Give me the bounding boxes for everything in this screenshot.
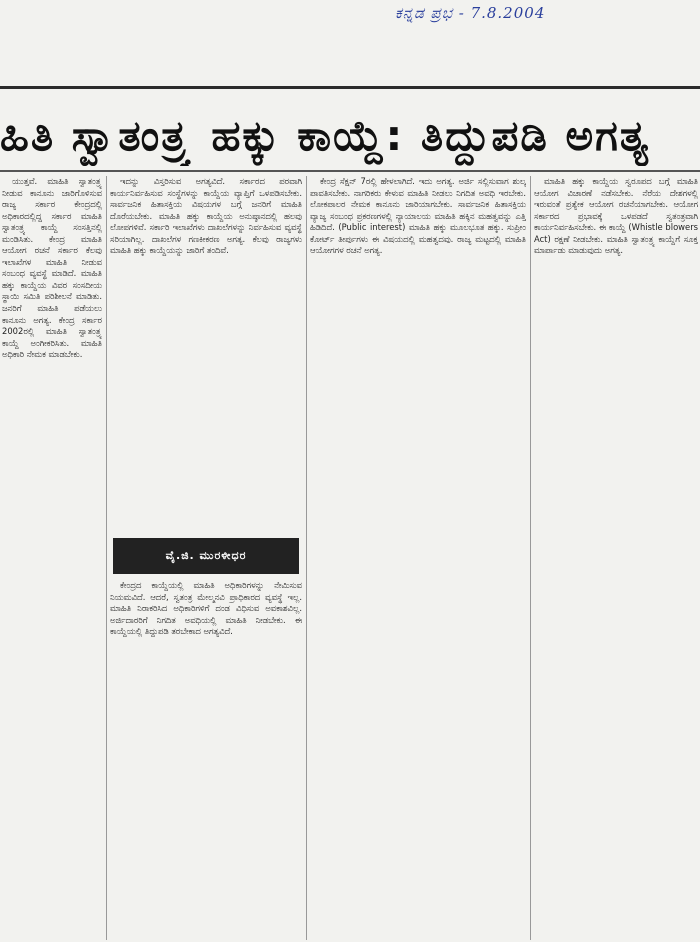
- article-column-2-top: [110, 176, 302, 536]
- headline: ಹಿತಿ ಸ್ವಾತಂತ್ರ್ಯ ಹಕ್ಕು ಕಾಯ್ದೆ: ತಿದ್ದುಪಡಿ ಅಗತ್ಯ: [0, 111, 650, 160]
- article-column-3: [310, 176, 526, 940]
- column-3-text: ಕೇಂದ್ರ ಸೆಕ್ಷನ್ 7ರಲ್ಲಿ ಹೇಳಲಾಗಿದೆ. ಇದು ಅಗತ್ಯ. ಅರ್ಜಿ ಸಲ್ಲಿಸುವಾಗ ಶುಲ್ಕ ಪಾವತಿಸಬೇಕು. ನಾಗರಿಕರು ಕೇಳುವ ಮಾಹಿತಿ ನೀಡಲು ನಿಗದಿತ ಅವಧಿ ಇರಬೇಕು. ಲೋಕಪಾಲರ ನೇಮಕ ಕಾನೂನು ಜಾರಿಯಾಗಬೇಕು. ಸಾರ್ವಜನಿಕ ಹಿತಾಸಕ್ತಿಯ ವ್ಯಾಜ್ಯ ಸಂಬಂಧ ಪ್ರಕರಣಗಳಲ್ಲಿ ನ್ಯಾಯಾಲಯ ಮಾಹಿತಿ ಹಕ್ಕಿನ ಮಹತ್ವವನ್ನು ಎತ್ತಿ ಹಿಡಿದಿದೆ. (Public interest) ಮಾಹಿತಿ ಹಕ್ಕು ಮೂಲಭೂತ ಹಕ್ಕು. ಸುಪ್ರೀಂ ಕೋರ್ಟ್ ತೀರ್ಪುಗಳು ಈ ವಿಷಯದಲ್ಲಿ ಮಹತ್ವದವು. ರಾಜ್ಯ ಮಟ್ಟದಲ್ಲಿ ಮಾಹಿತಿ ಆಯೋಗಗಳ ರಚನೆ ಅಗತ್ಯ.: [310, 176, 526, 256]
- column-2-top-text: ಇದನ್ನು ವಿಸ್ತರಿಸುವ ಅಗತ್ಯವಿದೆ. ಸರ್ಕಾರದ ಪರವಾಗಿ ಕಾರ್ಯನಿರ್ವಹಿಸುವ ಸಂಸ್ಥೆಗಳನ್ನು ಕಾಯ್ದೆಯ ವ್ಯಾಪ್ತಿಗೆ ಒಳಪಡಿಸಬೇಕು. ಸಾರ್ವಜನಿಕ ಹಿತಾಸಕ್ತಿಯ ವಿಷಯಗಳ ಬಗ್ಗೆ ಜನರಿಗೆ ಮಾಹಿತಿ ದೊರೆಯಬೇಕು. ಮಾಹಿತಿ ಹಕ್ಕು ಕಾಯ್ದೆಯ ಅನುಷ್ಠಾನದಲ್ಲಿ ಹಲವು ಲೋಪಗಳಿವೆ. ಸರ್ಕಾರಿ ಇಲಾಖೆಗಳು ದಾಖಲೆಗಳನ್ನು ನಿರ್ವಹಿಸುವ ವ್ಯವಸ್ಥೆ ಸರಿಯಾಗಿಲ್ಲ. ದಾಖಲೆಗಳ ಗಣಕೀಕರಣ ಅಗತ್ಯ. ಕೆಲವು ರಾಜ್ಯಗಳು ಮಾಹಿತಿ ಹಕ್ಕು ಕಾಯ್ದೆಯನ್ನು ಜಾರಿಗೆ ತಂದಿವೆ.: [110, 176, 302, 256]
- column-2-bottom-text: ಕೇಂದ್ರದ ಕಾಯ್ದೆಯಲ್ಲಿ ಮಾಹಿತಿ ಅಧಿಕಾರಿಗಳನ್ನು ನೇಮಿಸುವ ನಿಯಮವಿದೆ. ಆದರೆ, ಸ್ವತಂತ್ರ ಮೇಲ್ಮನವಿ ಪ್ರಾಧಿಕಾರದ ವ್ಯವಸ್ಥೆ ಇಲ್ಲ. ಮಾಹಿತಿ ನಿರಾಕರಿಸಿದ ಅಧಿಕಾರಿಗಳಿಗೆ ದಂಡ ವಿಧಿಸುವ ಅವಕಾಶವಿಲ್ಲ. ಅರ್ಜಿದಾರರಿಗೆ ನಿಗದಿತ ಅವಧಿಯಲ್ಲಿ ಮಾಹಿತಿ ನೀಡಬೇಕು. ಈ ಕಾಯ್ದೆಯಲ್ಲಿ ತಿದ್ದುಪಡಿ ತರಬೇಕಾದ ಅಗತ್ಯವಿದೆ.: [110, 580, 302, 637]
- column-divider: [306, 176, 307, 940]
- article-column-1: [2, 176, 102, 940]
- source-date-note: ಕನ್ನಡ ಪ್ರಭ - 7.8.2004: [395, 4, 546, 22]
- top-rule: [0, 86, 700, 89]
- article-column-2-bottom: [110, 580, 302, 940]
- column-4-text: ಮಾಹಿತಿ ಹಕ್ಕು ಕಾಯ್ದೆಯ ಸ್ವರೂಪದ ಬಗ್ಗೆ ಮಾಹಿತಿ ಆಯೋಗ ವಿಚಾರಣೆ ನಡೆಸಬೇಕು. ನೆರೆಯ ದೇಶಗಳಲ್ಲಿ ಇರುವಂತೆ ಪ್ರತ್ಯೇಕ ಆಯೋಗ ರಚನೆಯಾಗಬೇಕು. ಆಯೋಗ ಸರ್ಕಾರದ ಪ್ರಭಾವಕ್ಕೆ ಒಳಪಡದೆ ಸ್ವತಂತ್ರವಾಗಿ ಕಾರ್ಯನಿರ್ವಹಿಸಬೇಕು. ಈ ಕಾಯ್ದೆ (Whistle blowers Act) ರಕ್ಷಣೆ ನೀಡಬೇಕು. ಮಾಹಿತಿ ಸ್ವಾತಂತ್ರ್ಯ ಕಾಯ್ದೆಗೆ ಸೂಕ್ತ ಮಾರ್ಪಾಡು ಮಾಡುವುದು ಅಗತ್ಯ.: [534, 176, 698, 256]
- author-byline: ವೈ.ಜಿ. ಮುರಳೀಧರ: [113, 538, 299, 574]
- column-1-text: ಯುತ್ತವೆ. ಮಾಹಿತಿ ಸ್ವಾತಂತ್ರ್ಯ ನೀಡುವ ಕಾನೂನು ಜಾರಿಗೊಳಿಸುವ ರಾಜ್ಯ ಸರ್ಕಾರ ಕೇಂದ್ರದಲ್ಲಿ ಅಧಿಕಾರದಲ್ಲಿದ್ದ ಸರ್ಕಾರ ಮಾಹಿತಿ ಸ್ವಾತಂತ್ರ್ಯ ಕಾಯ್ದೆ ಸಂಸತ್ತಿನಲ್ಲಿ ಮಂಡಿಸಿತು. ಕೇಂದ್ರ ಮಾಹಿತಿ ಆಯೋಗ ರಚನೆ ಸರ್ಕಾರ ಕೆಲವು ಇಲಾಖೆಗಳ ಮಾಹಿತಿ ನೀಡುವ ಸಂಬಂಧ ವ್ಯವಸ್ಥೆ ಮಾಡಿದೆ. ಮಾಹಿತಿ ಹಕ್ಕು ಕಾಯ್ದೆಯ ವಿವರ ಸಂಸದೀಯ ಸ್ಥಾಯಿ ಸಮಿತಿ ಪರಿಶೀಲನೆ ಮಾಡಿತು. ಜನರಿಗೆ ಮಾಹಿತಿ ಪಡೆಯಲು ಕಾನೂನು ಅಗತ್ಯ. ಕೇಂದ್ರ ಸರ್ಕಾರ 2002ರಲ್ಲಿ ಮಾಹಿತಿ ಸ್ವಾತಂತ್ರ್ಯ ಕಾಯ್ದೆ ಅಂಗೀಕರಿಸಿತು. ಮಾಹಿತಿ ಅಧಿಕಾರಿ ನೇಮಕ ಮಾಡಬೇಕು.: [2, 176, 102, 360]
- article-column-4: [534, 176, 698, 940]
- column-divider: [530, 176, 531, 940]
- headline-rule: [0, 170, 700, 172]
- column-divider: [106, 176, 107, 940]
